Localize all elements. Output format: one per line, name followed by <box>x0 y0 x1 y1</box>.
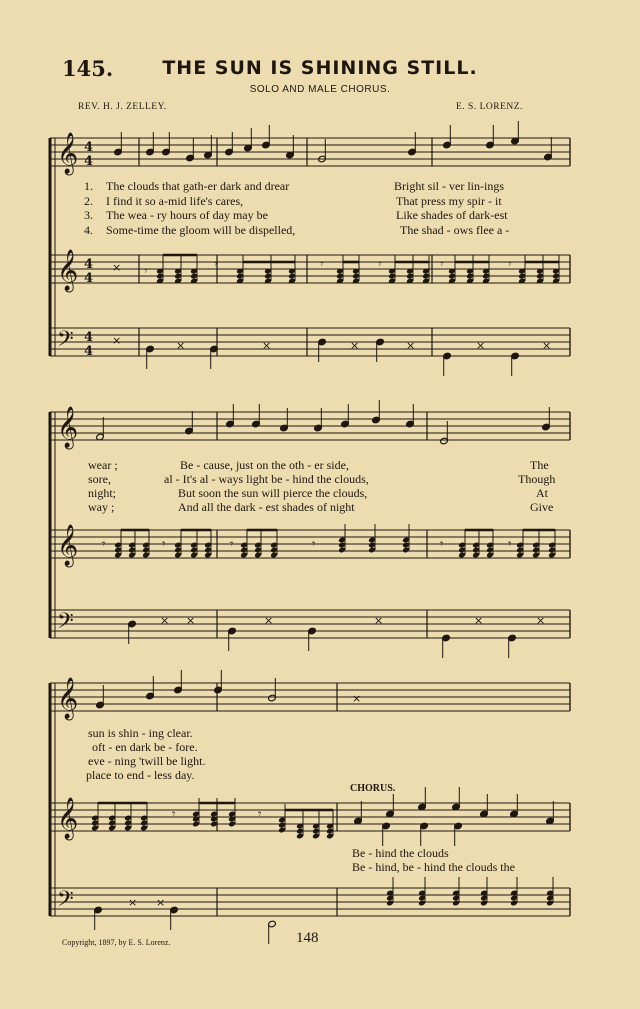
lyric-line: wear ; <box>88 458 118 472</box>
author-credit: REV. H. J. ZELLEY. <box>78 102 167 112</box>
rest-mark-icon: × <box>542 339 552 352</box>
lyric-line: night; <box>88 486 117 500</box>
lyric-line: The <box>530 458 549 472</box>
rest-mark-icon: × <box>156 896 166 909</box>
chorus-lyric-line: Be - hind, be - hind the clouds the <box>352 860 515 874</box>
lyric-line: eve - ning 'twill be light. <box>88 754 206 768</box>
copyright-notice: Copyright, 1897, by E. S. Lorenz. <box>62 938 171 947</box>
rest-mark-icon: × <box>128 896 138 909</box>
time-signature-icon: 4 <box>84 271 94 286</box>
hymn-title: THE SUN IS SHINING STILL. <box>162 57 478 79</box>
bass-clef-icon: 𝄢 <box>57 609 74 639</box>
eighth-rest-icon: 𝄾 <box>312 537 316 552</box>
rest-mark-icon: × <box>474 614 484 627</box>
lyric-line: way ; <box>88 500 115 514</box>
verse-number: 3. <box>84 208 93 222</box>
treble-clef-icon: 𝄞 <box>57 678 79 719</box>
lyric-line: That press my spir - it <box>396 194 502 208</box>
eighth-rest-icon: 𝄾 <box>102 537 106 552</box>
page-number: 148 <box>296 930 319 946</box>
rest-mark-icon: × <box>476 339 486 352</box>
lyric-line: The clouds that gath-er dark and drear <box>106 179 290 193</box>
time-signature-icon: 4 <box>84 154 94 169</box>
eighth-rest-icon: 𝄾 <box>214 257 218 272</box>
lyric-line: sore, <box>88 472 111 486</box>
verse-number: 4. <box>84 223 93 237</box>
eighth-rest-icon: 𝄾 <box>440 257 444 272</box>
lyric-line: place to end - less day. <box>86 768 195 782</box>
eighth-rest-icon: 𝄾 <box>320 257 324 272</box>
hymn-number: 145. <box>62 56 114 81</box>
lyric-line: The shad - ows flee a - <box>400 223 510 237</box>
treble-clef-icon: 𝄞 <box>57 250 79 291</box>
bass-clef-icon: 𝄢 <box>57 887 74 917</box>
verse-number: 2. <box>84 194 93 208</box>
bass-clef-icon: 𝄢 <box>57 327 74 357</box>
eighth-rest-icon: 𝄾 <box>172 807 176 822</box>
rest-mark-icon: × <box>112 334 122 347</box>
eighth-rest-icon: 𝄾 <box>258 807 262 822</box>
chorus-label: CHORUS. <box>350 783 396 794</box>
lyric-line: The wea - ry hours of day may be <box>106 208 268 222</box>
rest-mark-icon: × <box>262 339 272 352</box>
hymn-subtitle: SOLO AND MALE CHORUS. <box>249 84 391 95</box>
eighth-rest-icon: 𝄾 <box>508 257 512 272</box>
treble-clef-icon: 𝄞 <box>57 133 79 174</box>
rest-mark-icon: × <box>264 614 274 627</box>
lyric-line: Like shades of dark-est <box>396 208 508 222</box>
time-signature-icon: 4 <box>84 344 94 359</box>
lyric-line: Give <box>530 500 554 514</box>
treble-clef-icon: 𝄞 <box>57 525 79 566</box>
rest-mark-icon: × <box>406 339 416 352</box>
lyric-line: Be - cause, just on the oth - er side, <box>180 458 349 472</box>
eighth-rest-icon: 𝄾 <box>378 257 382 272</box>
eighth-rest-icon: 𝄾 <box>144 264 148 279</box>
lyric-line: I find it so a-mid life's cares, <box>106 194 244 208</box>
verse-number: 1. <box>84 179 93 193</box>
time-signature-icon: 4 <box>84 257 94 272</box>
lyric-line: Some-time the gloom will be dispelled, <box>106 223 296 237</box>
treble-clef-icon: 𝄞 <box>57 798 79 839</box>
lyric-line: Though <box>518 472 556 486</box>
lyric-line: But soon the sun will pierce the clouds, <box>178 486 368 500</box>
time-signature-icon: 4 <box>84 140 94 155</box>
eighth-rest-icon: 𝄾 <box>508 537 512 552</box>
eighth-rest-icon: 𝄾 <box>162 537 166 552</box>
lyric-line: al - It's al - ways light be - hind the clouds, <box>164 472 369 486</box>
composer-credit: E. S. LORENZ. <box>456 102 523 112</box>
rest-mark-icon: × <box>160 614 170 627</box>
lyric-line: And all the dark - est shades of night <box>178 500 355 514</box>
eighth-rest-icon: 𝄾 <box>230 537 234 552</box>
rest-mark-icon: × <box>176 339 186 352</box>
rest-mark-icon: × <box>374 614 384 627</box>
treble-clef-icon: 𝄞 <box>57 407 79 448</box>
eighth-rest-icon: 𝄾 <box>440 537 444 552</box>
lyric-line: At <box>536 486 548 500</box>
chorus-lyric-line: Be - hind the clouds <box>352 846 449 860</box>
lyric-line: oft - en dark be - fore. <box>92 740 198 754</box>
lyric-line: sun is shin - ing clear. <box>88 726 193 740</box>
lyric-line: Bright sil - ver lin-ings <box>394 179 504 193</box>
time-signature-icon: 4 <box>84 330 94 345</box>
rest-mark-icon: × <box>112 261 122 274</box>
rest-mark-icon: × <box>352 692 362 705</box>
rest-mark-icon: × <box>536 614 546 627</box>
rest-mark-icon: × <box>350 339 360 352</box>
rest-mark-icon: × <box>186 614 196 627</box>
